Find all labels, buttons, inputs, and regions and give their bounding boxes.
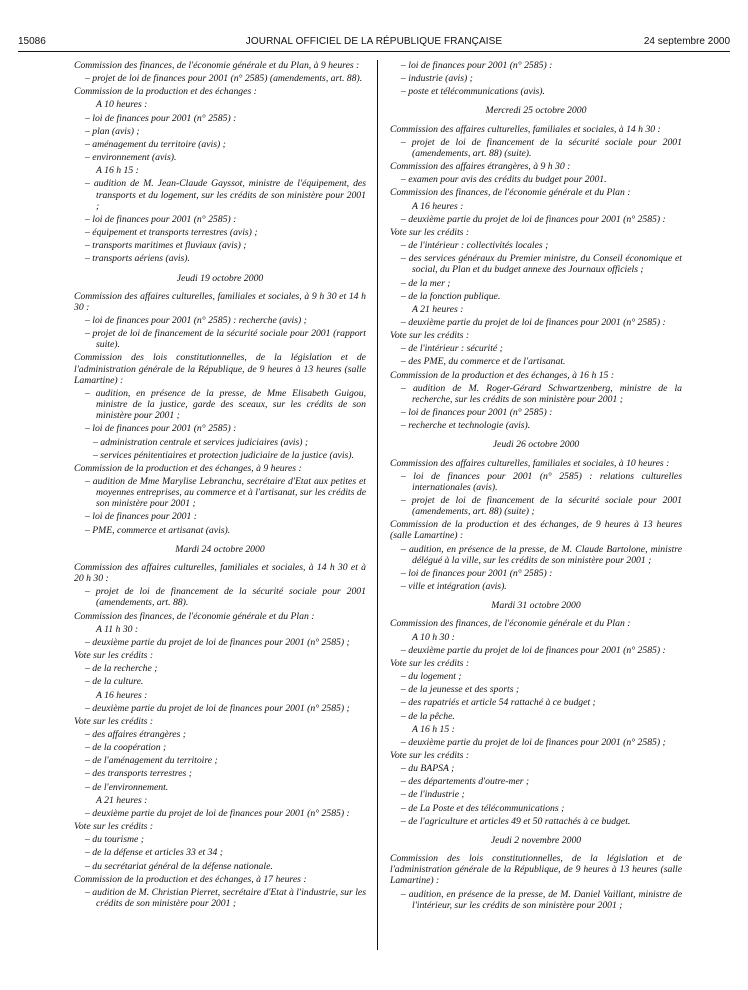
agenda-item: – des rapatriés et article 54 rattaché à ce budget ; (401, 697, 596, 709)
agenda-item: – de la fonction publique. (401, 290, 501, 302)
agenda-item: – de la coopération ; (85, 742, 167, 754)
publication-date: 24 septembre 2000 (643, 36, 730, 47)
agenda-item: – audition, en présence de la presse, de M. Daniel Vaillant, ministre de l'intérieur, sur les crédits de son ministère pour 2001 ; (401, 888, 682, 911)
agenda-item: – des affaires étrangères ; (85, 728, 186, 740)
commission-heading: Commission des finances, de l'économie générale et du Plan : (74, 610, 315, 622)
commission-heading: Commission des finances, de l'économie générale et du Plan : (390, 618, 631, 630)
date-heading: Jeudi 2 novembre 2000 (490, 834, 582, 846)
agenda-item: – du secrétariat général de la défense nationale. (85, 860, 273, 872)
agenda-item: – deuxième partie du projet de loi de finances pour 2001 (n° 2585) : (85, 807, 350, 819)
agenda-subitem: – administration centrale et services judiciaires (avis) ; (93, 436, 309, 448)
vote-heading: Vote sur les crédits : (390, 657, 470, 669)
page-number: 15086 (18, 36, 46, 47)
agenda-item: – de l'environnement. (85, 781, 169, 793)
vote-heading: Vote sur les crédits : (74, 650, 154, 662)
commission-heading: Commission des finances, de l'économie générale et du Plan : (390, 187, 631, 199)
column-divider (377, 60, 378, 950)
commission-heading: Commission de la production et des échanges : (74, 86, 257, 98)
session-time: A 16 heures : (412, 200, 464, 212)
agenda-item: – audition de M. Roger-Gérard Schwartzenberg, ministre de la recherche, sur les crédits de son ministère pour 2001 ; (401, 382, 682, 405)
date-heading: Mardi 31 octobre 2000 (491, 600, 581, 612)
commission-heading: Commission des lois constitutionnelles, de la législation et de l'administration générale de la République, de 9 heures à 13 heures (salle Lamartine) : (74, 352, 366, 386)
agenda-item: – audition, en présence de la presse, de M. Claude Bartolone, ministre délégué à la ville, sur les crédits de son ministère pour 2001 ; (401, 543, 682, 566)
session-time: A 21 heures : (412, 303, 464, 315)
session-time: A 21 heures : (96, 794, 148, 806)
agenda-item: – projet de loi de financement de la sécurité sociale pour 2001 (amendements, art. 88). (85, 586, 366, 609)
right-column (390, 60, 682, 913)
agenda-item: – de la culture. (85, 676, 144, 688)
vote-heading: Vote sur les crédits : (74, 821, 154, 833)
agenda-item: – projet de loi de financement de la sécurité sociale pour 2001 (amendements, art. 88) (suite). (401, 136, 682, 159)
agenda-item: – projet de loi de financement de la sécurité sociale pour 2001 (amendements, art. 88) (suite) ; (401, 495, 682, 518)
commission-heading: Commission des affaires culturelles, familiales et sociales, à 14 h 30 et à 20 h 30 : (74, 561, 366, 585)
agenda-item: – des transports terrestres ; (85, 768, 192, 780)
session-time: A 16 h 15 : (96, 165, 139, 177)
agenda-item: – loi de finances pour 2001 (n° 2585) : (401, 60, 553, 71)
session-time: A 10 heures : (96, 99, 148, 111)
agenda-item: – de l'intérieur : collectivités locales ; (401, 240, 549, 252)
agenda-item: – loi de finances pour 2001 : (85, 511, 197, 523)
page-header (18, 36, 730, 50)
agenda-item: – de La Poste et des télécommunications ; (401, 802, 565, 814)
agenda-item: – deuxième partie du projet de loi de finances pour 2001 (n° 2585) ; (401, 736, 666, 748)
date-heading: Jeudi 19 octobre 2000 (176, 272, 264, 284)
agenda-item: – transports aériens (avis). (85, 253, 190, 265)
agenda-item: – de l'agriculture et articles 49 et 50 rattachés à ce budget. (401, 815, 631, 827)
agenda-subitem: – services pénitentiaires et protection judiciaire de la justice (avis). (93, 449, 354, 461)
agenda-item: – loi de finances pour 2001 (n° 2585) : (85, 112, 237, 124)
agenda-item: – loi de finances pour 2001 (n° 2585) : relations culturelles internationales (avis). (401, 470, 682, 493)
agenda-item: – du BAPSA ; (401, 763, 455, 775)
vote-heading: Vote sur les crédits : (390, 330, 470, 342)
session-time: A 16 heures : (96, 689, 148, 701)
agenda-item: – de la recherche ; (85, 663, 158, 675)
vote-heading: Vote sur les crédits : (390, 749, 470, 761)
commission-heading: Commission de la production et des échanges, de 9 heures à 13 heures (salle Lamartine) : (390, 519, 682, 542)
vote-heading: Vote sur les crédits : (74, 715, 154, 727)
date-heading: Mercredi 25 octobre 2000 (485, 105, 587, 117)
agenda-item: – examen pour avis des crédits du budget pour 2001. (401, 174, 607, 186)
commission-heading: Commission de la production et des échanges, à 17 heures : (74, 873, 307, 885)
agenda-item: – audition, en présence de la presse, de Mme Elisabeth Guigou, ministre de la justice, garde des sceaux, sur les crédits de son ministère pour 2001 ; (85, 387, 366, 422)
agenda-item: – de la mer ; (401, 277, 451, 289)
agenda-item: – plan (avis) ; (85, 125, 140, 137)
agenda-item: – du logement ; (401, 671, 462, 683)
date-heading: Jeudi 26 octobre 2000 (492, 439, 580, 451)
agenda-item: – de la jeunesse et des sports ; (401, 684, 520, 696)
agenda-item: – de l'intérieur : sécurité ; (401, 343, 503, 355)
date-heading: Mardi 24 octobre 2000 (175, 543, 265, 555)
agenda-item: – deuxième partie du projet de loi de finances pour 2001 (n° 2585) : (401, 644, 666, 656)
agenda-item: – aménagement du territoire (avis) ; (85, 138, 226, 150)
commission-heading: Commission des affaires étrangères, à 9 h 30 : (390, 161, 571, 173)
agenda-item: – loi de finances pour 2001 (n° 2585) : recherche (avis) ; (85, 314, 307, 326)
agenda-item: – de l'industrie ; (401, 789, 465, 801)
agenda-item: – poste et télécommunications (avis). (401, 86, 545, 98)
agenda-item: – audition de M. Christian Pierret, secrétaire d'Etat à l'industrie, sur les crédits de son ministère pour 2001 ; (85, 886, 366, 909)
agenda-item: – des PME, du commerce et de l'artisanat. (401, 356, 566, 368)
agenda-item: – projet de loi de finances pour 2001 (n° 2585) (amendements, art. 88). (85, 73, 363, 85)
commission-heading: Commission des affaires culturelles, familiales et sociales, à 14 h 30 : (390, 123, 661, 135)
commission-heading: Commission des lois constitutionnelles, de la législation et de l'administration générale de la République, de 9 heures à 13 heures (salle Lamartine) : (390, 853, 682, 887)
commission-heading: Commission des finances, de l'économie générale et du Plan, à 9 heures : (74, 60, 360, 71)
agenda-item: – de la défense et articles 33 et 34 ; (85, 847, 224, 859)
agenda-item: – des services généraux du Premier ministre, du Conseil économique et social, du Plan et du budget annexe des Journaux officiels ; (401, 253, 682, 276)
agenda-item: – environnement (avis). (85, 152, 177, 164)
agenda-item: – loi de finances pour 2001 (n° 2585) : (85, 213, 237, 225)
agenda-item: – loi de finances pour 2001 (n° 2585) : (401, 407, 553, 419)
commission-heading: Commission des affaires culturelles, familiales et sociales, à 9 h 30 et 14 h 30 : (74, 290, 366, 313)
commission-heading: Commission de la production et des échanges, à 16 h 15 : (390, 369, 615, 381)
agenda-item: – transports maritimes et fluviaux (avis) ; (85, 240, 247, 252)
agenda-item: – de la pêche. (401, 710, 455, 722)
agenda-item: – projet de loi de financement de la sécurité sociale pour 2001 (rapport suite). (85, 328, 366, 351)
agenda-item: – ville et intégration (avis). (401, 581, 507, 593)
agenda-item: – équipement et transports terrestres (avis) ; (85, 227, 258, 239)
agenda-item: – industrie (avis) ; (401, 73, 473, 85)
session-time: A 11 h 30 : (96, 623, 139, 635)
agenda-item: – PME, commerce et artisanat (avis). (85, 524, 231, 536)
commission-heading: Commission des affaires culturelles, familiales et sociales, à 10 heures : (390, 457, 670, 469)
commission-heading: Commission de la production et des échanges, à 9 heures : (74, 462, 302, 474)
agenda-item: – deuxième partie du projet de loi de finances pour 2001 (n° 2585) : (401, 213, 666, 225)
journal-title: JOURNAL OFFICIEL DE LA RÉPUBLIQUE FRANÇAISE (245, 36, 503, 47)
agenda-item: – audition de M. Jean-Claude Gayssot, ministre de l'équipement, des transports et du logement, sur les crédits de son ministère pour 2001 ; (85, 178, 366, 212)
agenda-item: – loi de finances pour 2001 (n° 2585) : (85, 423, 237, 435)
agenda-item: – audition de Mme Marylise Lebranchu, secrétaire d'Etat aux petites et moyennes entreprises, au commerce et à l'artisanat, sur les crédits de son ministère pour 2001 ; (85, 476, 366, 510)
vote-heading: Vote sur les crédits : (390, 226, 470, 238)
agenda-item: – des départements d'outre-mer ; (401, 776, 530, 788)
agenda-item: – deuxième partie du projet de loi de finances pour 2001 (n° 2585) : (401, 316, 666, 328)
left-column (74, 60, 366, 911)
agenda-item: – deuxième partie du projet de loi de finances pour 2001 (n° 2585) ; (85, 702, 350, 714)
session-time: A 10 h 30 : (412, 631, 455, 643)
agenda-item: – deuxième partie du projet de loi de finances pour 2001 (n° 2585) ; (85, 636, 350, 648)
agenda-item: – loi de finances pour 2001 (n° 2585) : (401, 567, 553, 579)
session-time: A 16 h 15 : (412, 723, 455, 735)
agenda-item: – recherche et technologie (avis). (401, 420, 531, 432)
agenda-item: – de l'aménagement du territoire ; (85, 755, 218, 767)
agenda-item: – du tourisme ; (85, 834, 144, 846)
header-rule (18, 51, 730, 52)
